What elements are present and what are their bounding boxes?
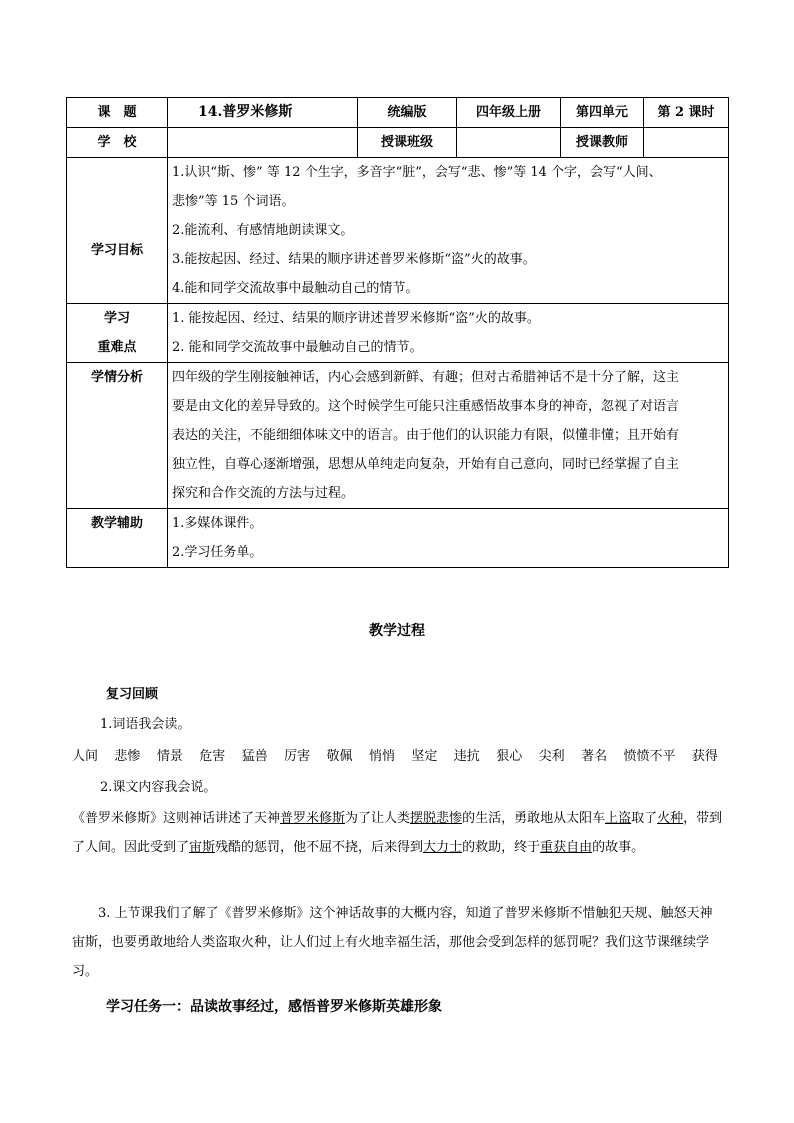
word-item: 敬佩 bbox=[326, 749, 353, 764]
review-item-3: 3. 上节课我们了解了《普罗米修斯》这个神话故事的大概内容，知道了普罗米修斯不惜触犯天规、触怒天神宙斯，也要勇敢地给人类盗取火种，让人们过上有火地幸福生活，那他会受到怎样的惩罚呢？我们这节课继续学习。 bbox=[72, 906, 713, 979]
word-list bbox=[72, 742, 718, 771]
school-label: 学 校 bbox=[67, 128, 168, 158]
process-title: 教学过程 bbox=[369, 623, 425, 639]
analysis-line: 探究和合作交流的方法与过程。 bbox=[172, 486, 355, 501]
key-point-line: 1. 能按起因、经过、结果的顺序讲述普罗米修斯“盗”火的故事。 bbox=[172, 311, 540, 326]
grade: 四年级上册 bbox=[457, 98, 561, 128]
key-point-line: 2. 能和同学交流故事中最触动自己的情节。 bbox=[172, 340, 423, 355]
goal-line: 1.认识“斯、惨” 等 12 个生字，多音字“脏”，会写“悲、惨”等 14 个字，会写“人间、 bbox=[172, 165, 662, 180]
lesson-info-table bbox=[66, 97, 729, 568]
lesson-title: 14.普罗米修斯 bbox=[168, 98, 358, 128]
teacher-value bbox=[644, 128, 729, 158]
underlined-word: 宙斯 bbox=[189, 840, 216, 855]
summary-text: 的故事。 bbox=[592, 840, 645, 855]
underlined-word: 重获自由 bbox=[540, 840, 593, 855]
review-item-1: 1.词语我会读。 bbox=[100, 717, 191, 732]
goal-line: 2.能流利、有感情地朗读课文。 bbox=[172, 223, 354, 238]
class-value bbox=[457, 128, 561, 158]
table-row-key-points bbox=[67, 304, 729, 363]
key-points-content bbox=[168, 304, 729, 363]
underlined-word: 摆脱悲惨 bbox=[410, 811, 463, 826]
summary-text: 的生活，勇敢地从太阳车 bbox=[462, 811, 606, 826]
word-item: 厉害 bbox=[284, 749, 311, 764]
analysis-label: 学情分析 bbox=[67, 363, 168, 509]
table-row-analysis bbox=[67, 363, 729, 509]
story-summary bbox=[72, 804, 724, 862]
table-row-school bbox=[67, 128, 729, 158]
edition: 统编版 bbox=[358, 98, 457, 128]
analysis-line: 表达的关注，不能细细体味文中的语言。由于他们的认识能力有限，似懂非懂；且开始有 bbox=[172, 428, 680, 443]
teacher-label: 授课教师 bbox=[561, 128, 644, 158]
summary-text: 取了 bbox=[631, 811, 658, 826]
school-value bbox=[168, 128, 358, 158]
underlined-word: 大力士 bbox=[423, 840, 463, 855]
review-heading: 复习回顾 bbox=[106, 687, 159, 702]
summary-text: 为了让人类 bbox=[345, 811, 411, 826]
lesson-number: 第 2 课时 bbox=[644, 98, 729, 128]
word-item: 情景 bbox=[156, 749, 183, 764]
word-item: 著名 bbox=[581, 749, 608, 764]
goal-line: 3.能按起因、经过、结果的顺序讲述普罗米修斯“盗”火的故事。 bbox=[172, 252, 536, 267]
aid-line: 2.学习任务单。 bbox=[172, 545, 263, 560]
summary-text: 的救助，终于 bbox=[462, 840, 541, 855]
underlined-word: 上盗 bbox=[605, 811, 632, 826]
aids-content bbox=[168, 509, 729, 568]
topic-label: 课 题 bbox=[67, 98, 168, 128]
word-item: 尖利 bbox=[538, 749, 565, 764]
table-row-aids bbox=[67, 509, 729, 568]
analysis-line: 要是由文化的差异导致的。这个时候学生可能只注重感悟故事本身的神奇，忽视了对语言 bbox=[172, 399, 680, 414]
word-item: 坚定 bbox=[411, 749, 438, 764]
key-points-label-line1: 学习 bbox=[103, 311, 130, 326]
word-item: 获得 bbox=[691, 749, 718, 764]
aid-line: 1.多媒体课件。 bbox=[172, 516, 263, 531]
summary-text: 《普罗米修斯》这则神话讲述了天神 bbox=[72, 811, 281, 826]
goal-line: 4.能和同学交流故事中最触动自己的情节。 bbox=[172, 281, 419, 296]
task1-heading: 学习任务一：品读故事经过，感悟普罗米修斯英雄形象 bbox=[106, 999, 442, 1015]
table-row-title bbox=[67, 98, 729, 128]
word-item: 悄悄 bbox=[368, 749, 395, 764]
word-item: 人间 bbox=[72, 749, 99, 764]
table-row-goals bbox=[67, 158, 729, 304]
key-points-label-line2: 重难点 bbox=[97, 340, 137, 355]
goals-content bbox=[168, 158, 729, 304]
word-item: 悲惨 bbox=[114, 749, 141, 764]
analysis-line: 独立性，自尊心逐渐增强，思想从单纯走向复杂，开始有自己意向，同时已经掌握了自主 bbox=[172, 457, 680, 472]
analysis-line: 四年级的学生刚接触神话，内心会感到新鲜、有趣；但对古希腊神话不是十分了解，这主 bbox=[172, 370, 680, 385]
underlined-word: 火种 bbox=[657, 811, 684, 826]
word-item: 狠心 bbox=[496, 749, 523, 764]
analysis-content bbox=[168, 363, 729, 509]
key-points-label bbox=[67, 304, 168, 363]
summary-text: 残酷的惩罚，他不屈不挠，后来得到 bbox=[215, 840, 424, 855]
aids-label: 教学辅助 bbox=[67, 509, 168, 568]
underlined-word: 普罗米修斯 bbox=[280, 811, 346, 826]
word-item: 愤愤不平 bbox=[623, 749, 676, 764]
word-item: 猛兽 bbox=[241, 749, 268, 764]
unit: 第四单元 bbox=[561, 98, 644, 128]
summary-text: ，带到了人间。因此受到了 bbox=[72, 811, 723, 855]
word-item: 危害 bbox=[199, 749, 226, 764]
class-label: 授课班级 bbox=[358, 128, 457, 158]
goals-label: 学习目标 bbox=[67, 158, 168, 304]
review-item-2: 2.课文内容我会说。 bbox=[100, 780, 217, 795]
goal-line: 悲惨”等 15 个词语。 bbox=[172, 194, 295, 209]
word-item: 违抗 bbox=[453, 749, 480, 764]
